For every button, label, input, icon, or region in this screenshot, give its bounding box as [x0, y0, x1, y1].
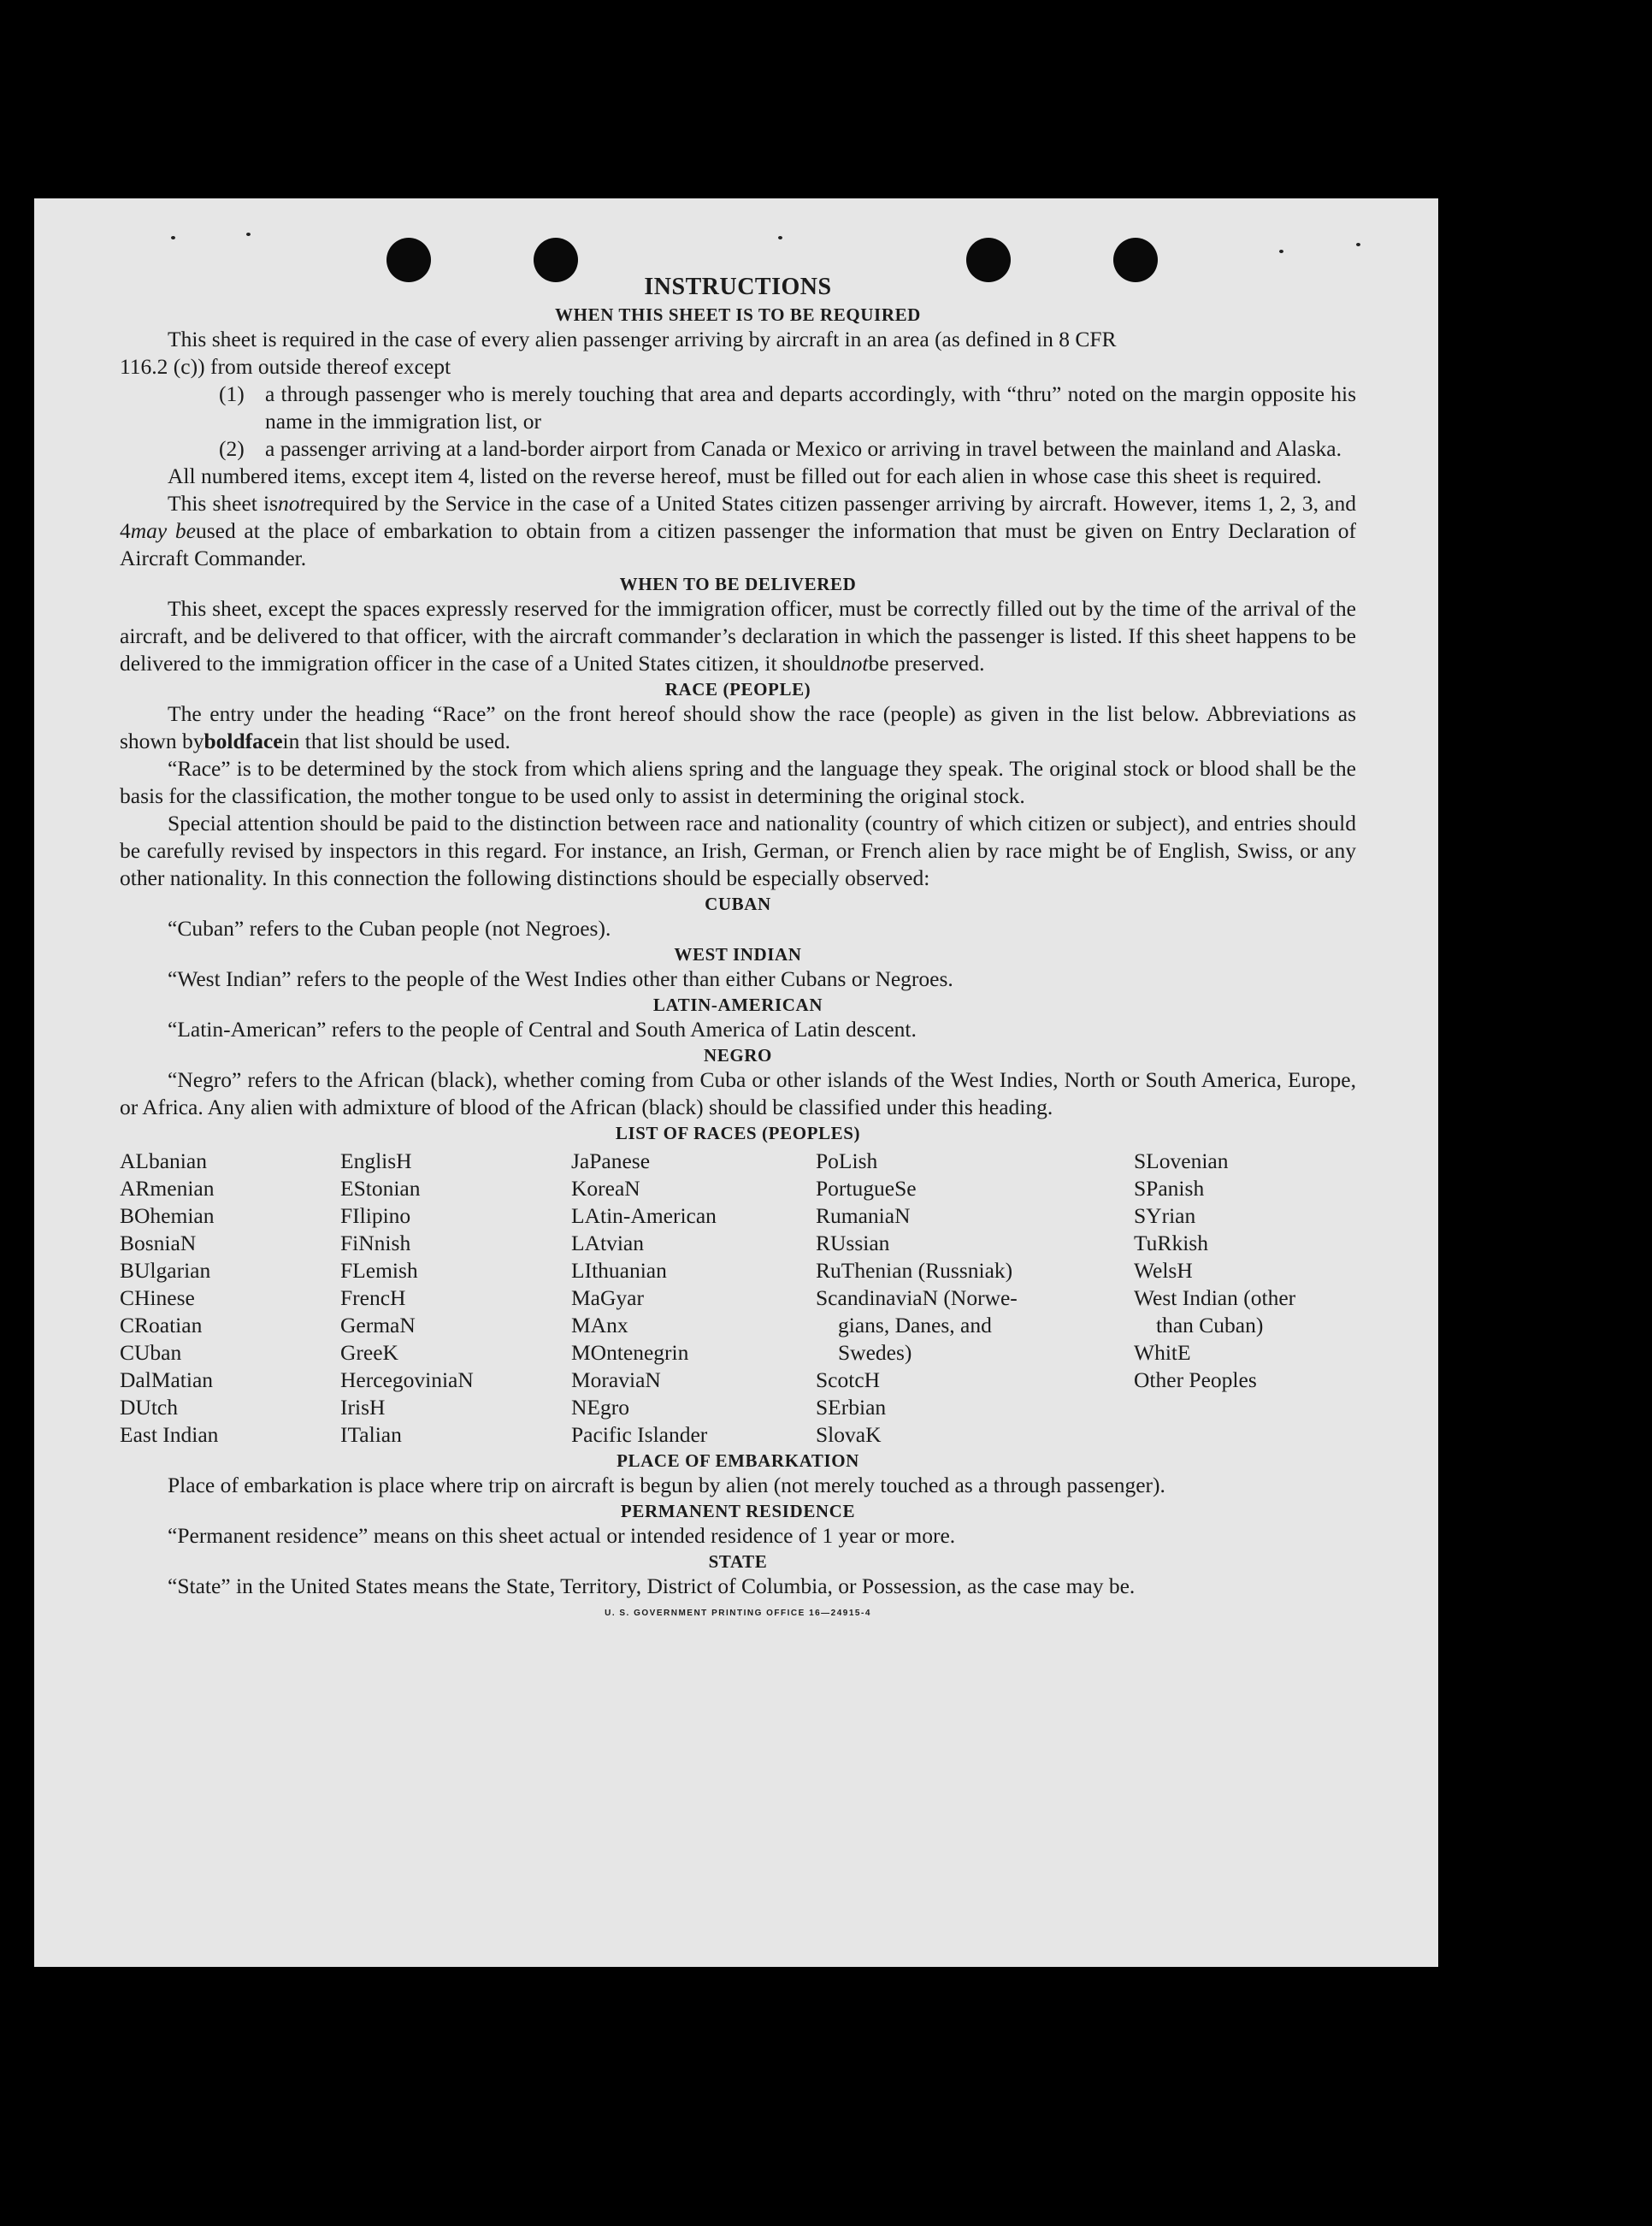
speck-mark [246, 233, 251, 236]
race-entry: SPanish [1134, 1176, 1205, 1201]
paragraph-negro: “Negro” refers to the African (black), whether coming from Cuba or other islands of the West Indies, North or South America, Europe, or Africa. Any alien with admixture of blood of the African (black) should be classified under this heading. [120, 1067, 1356, 1119]
race-entry: ScotcH [816, 1367, 881, 1392]
paragraph-required-line1: This sheet is required in the case of every alien passenger arriving by aircraft in an area (as defined in 8 CFR [168, 327, 1117, 351]
text-segment: in that list should be used. [282, 729, 510, 753]
race-entry: MaGyar [571, 1285, 644, 1310]
printer-imprint: U. S. GOVERNMENT PRINTING OFFICE 16—24915-4 [605, 1609, 871, 1618]
race-entry: PortugueSe [816, 1176, 917, 1201]
races-column [340, 1148, 571, 1449]
race-entry: DalMatian [120, 1367, 214, 1392]
speck-mark [778, 236, 782, 239]
race-entry: GreeK [340, 1340, 398, 1365]
emphasis-text: may be [130, 518, 196, 543]
race-entry: LIthuanian [571, 1258, 667, 1283]
race-entry: NEgro [571, 1395, 629, 1420]
races-column [571, 1148, 816, 1449]
punch-hole [966, 238, 1011, 282]
paragraph-cuban: “Cuban” refers to the Cuban people (not Negroes). [168, 916, 611, 941]
heading-embarkation: PLACE OF EMBARKATION [617, 1450, 859, 1471]
race-entry: ScandinaviaN (Norwe- [816, 1285, 1018, 1310]
race-entry: MoraviaN [571, 1367, 661, 1392]
exception-item-2 [219, 435, 1356, 463]
race-entry: HercegoviniaN [340, 1367, 474, 1392]
race-entry: SErbian [816, 1395, 887, 1420]
exception-item-1 [219, 381, 1356, 435]
race-entry: West Indian (other [1134, 1285, 1296, 1310]
speck-mark [1356, 243, 1360, 246]
heading-when-delivered: WHEN TO BE DELIVERED [619, 574, 857, 594]
text-segment: This sheet is [168, 491, 278, 516]
race-entry: RumaniaN [816, 1203, 911, 1228]
race-entry: FrencH [340, 1285, 406, 1310]
race-entry: IrisH [340, 1395, 386, 1420]
race-entry: CHinese [120, 1285, 195, 1310]
item-text: a through passenger who is merely touching that area and departs accordingly, with “thru” noted on the margin opposite his name in the immigration list, or [265, 381, 1356, 434]
races-list [120, 1148, 1356, 1449]
race-entry: than Cuban) [1156, 1313, 1264, 1337]
paragraph-numbered-items: All numbered items, except item 4, listed on the reverse hereof, must be filled out for each alien in whose case this sheet is required. [168, 464, 1322, 488]
page-title: INSTRUCTIONS [644, 274, 832, 300]
race-entry: Pacific Islander [571, 1422, 708, 1447]
races-column [1134, 1148, 1356, 1449]
race-entry: WhitE [1134, 1340, 1191, 1365]
race-entry: LAtin-American [571, 1203, 717, 1228]
race-entry: SYrian [1134, 1203, 1196, 1228]
speck-mark [1279, 250, 1283, 253]
race-entry: East Indian [120, 1422, 219, 1447]
race-entry: CRoatian [120, 1313, 203, 1337]
text-segment: The entry under the heading “Race” on the front hereof should show the race (people) as given in the list below. Abbreviations as shown by [120, 701, 1356, 753]
race-entry: EStonian [340, 1176, 421, 1201]
race-entry: Other Peoples [1134, 1367, 1257, 1392]
punch-hole [534, 238, 578, 282]
instruction-sheet [34, 198, 1438, 1967]
race-entry: RuThenian (Russniak) [816, 1258, 1013, 1283]
race-entry: MAnx [571, 1313, 628, 1337]
paragraph-embarkation: Place of embarkation is place where trip on aircraft is begun by alien (not merely touched as a through passenger). [168, 1473, 1165, 1497]
races-column [120, 1148, 340, 1449]
paragraph-state: “State” in the United States means the State, Territory, District of Columbia, or Possession, as the case may be. [168, 1574, 1136, 1598]
heading-state: STATE [708, 1551, 768, 1572]
heading-when-required: WHEN THIS SHEET IS TO BE REQUIRED [555, 304, 921, 325]
race-entry: SLovenian [1134, 1148, 1229, 1173]
heading-negro: NEGRO [703, 1045, 772, 1066]
race-entry: BosniaN [120, 1231, 197, 1255]
race-entry: RUssian [816, 1231, 890, 1255]
race-entry: ITalian [340, 1422, 402, 1447]
heading-latin-american: LATIN-AMERICAN [652, 995, 823, 1015]
race-entry: BOhemian [120, 1203, 215, 1228]
speck-mark [171, 236, 175, 239]
race-entry: CUban [120, 1340, 182, 1365]
text-segment: This sheet, except the spaces expressly reserved for the immigration officer, must be correctly filled out by the time of the arrival of the aircraft, and be delivered to that officer, with the aircraft commander’s declaration in which the passenger is listed. If this sheet happens to be delivered to the immigration officer in the case of a United States citizen, it should [120, 596, 1356, 676]
heading-residence: PERMANENT RESIDENCE [620, 1501, 856, 1521]
race-entry: KoreaN [571, 1176, 640, 1201]
text-segment: used at the place of embarkation to obtain from a citizen passenger the information that must be given on Entry Declaration of Aircraft Commander. [120, 518, 1356, 570]
item-number: (1) [219, 381, 245, 406]
race-entry: GermaN [340, 1313, 416, 1337]
bold-text: boldface [204, 729, 283, 753]
paragraph-citizen-note [120, 490, 1356, 572]
paragraph-residence: “Permanent residence” means on this sheet actual or intended residence of 1 year or more. [168, 1523, 956, 1548]
paragraph-west-indian: “West Indian” refers to the people of the West Indies other than either Cubans or Negroes. [168, 966, 953, 991]
race-entry: MOntenegrin [571, 1340, 689, 1365]
race-entry: FiNnish [340, 1231, 411, 1255]
punch-hole [386, 238, 431, 282]
paragraph-race-stock: “Race” is to be determined by the stock from which aliens spring and the language they speak. The original stock or blood shall be the basis for the classification, the mother tongue to be used only to assist in determining the original stock. [120, 756, 1356, 808]
heading-races-list: LIST OF RACES (PEOPLES) [615, 1123, 861, 1143]
race-entry: ARmenian [120, 1176, 215, 1201]
item-number: (2) [219, 436, 245, 461]
race-entry: BUlgarian [120, 1258, 211, 1283]
race-entry: TuRkish [1134, 1231, 1208, 1255]
paragraph-delivery [120, 595, 1356, 677]
paragraph-required-line2: 116.2 (c)) from outside thereof except [120, 354, 451, 379]
race-entry: JaPanese [571, 1148, 651, 1173]
paragraph-race-entry [120, 700, 1356, 755]
text-segment: required by the Service in the case of a United States citizen passenger arriving by aircraft. However, items 1, 2, 3, and 4 [120, 491, 1356, 543]
race-entry: EnglisH [340, 1148, 412, 1173]
race-entry: FIlipino [340, 1203, 411, 1228]
paragraph-race-nationality: Special attention should be paid to the distinction between race and nationality (country of which citizen or subject), and entries should be carefully revised by inspectors in this regard. For instance, an Irish, German, or French alien by race might be of English, Swiss, or any other nationality. In this connection the following distinctions should be especially observed: [120, 811, 1356, 890]
punch-hole [1113, 238, 1158, 282]
races-column [816, 1148, 1134, 1449]
heading-west-indian: WEST INDIAN [674, 944, 802, 965]
emphasis-text: not [840, 651, 869, 676]
race-entry: ALbanian [120, 1148, 207, 1173]
text-segment: be preserved. [868, 651, 985, 676]
race-entry: DUtch [120, 1395, 178, 1420]
race-entry: WelsH [1134, 1258, 1193, 1283]
race-entry: SlovaK [816, 1422, 882, 1447]
paragraph-latin-american: “Latin-American” refers to the people of Central and South America of Latin descent. [168, 1017, 917, 1042]
race-entry: LAtvian [571, 1231, 644, 1255]
race-entry: Swedes) [838, 1340, 912, 1365]
emphasis-text: not [278, 491, 306, 516]
race-entry: gians, Danes, and [838, 1313, 992, 1337]
heading-race: RACE (PEOPLE) [664, 679, 811, 700]
item-text: a passenger arriving at a land-border airport from Canada or Mexico or arriving in travel between the mainland and Alaska. [265, 436, 1342, 461]
race-entry: PoLish [816, 1148, 878, 1173]
race-entry: FLemish [340, 1258, 418, 1283]
heading-cuban: CUBAN [705, 894, 771, 914]
